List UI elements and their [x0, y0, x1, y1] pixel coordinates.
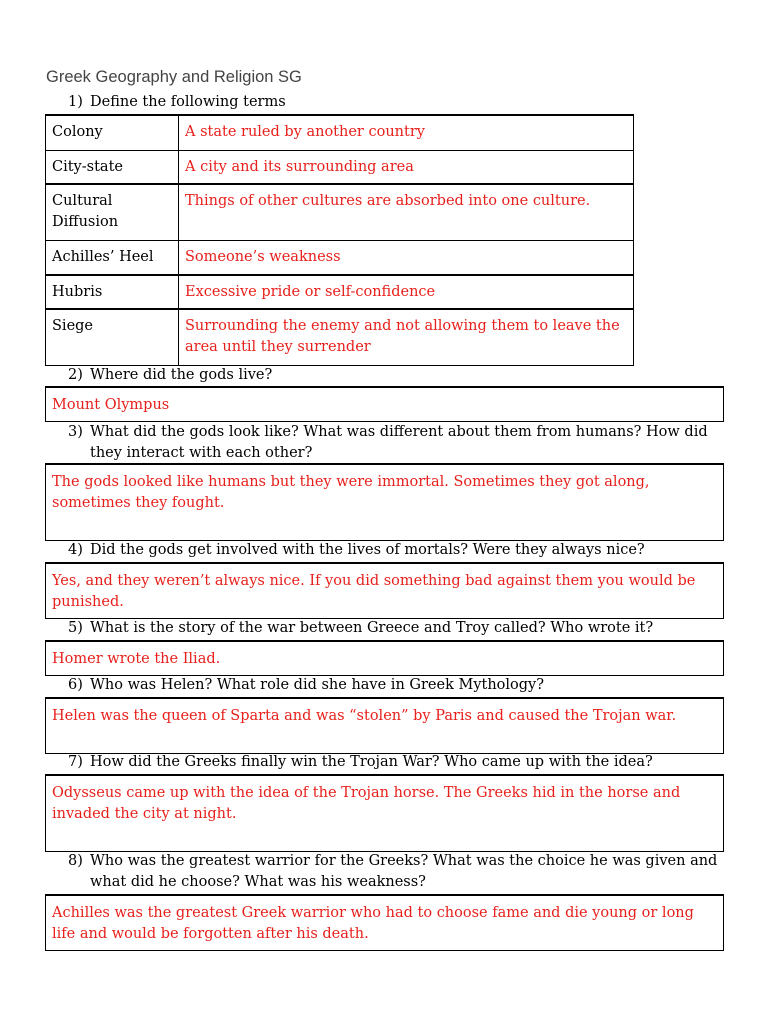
question-4: [68, 540, 728, 561]
term-cell: Colony: [46, 115, 179, 150]
term-cell: Hubris: [46, 275, 179, 309]
table-row: [46, 150, 634, 184]
answer-box-4: Yes, and they weren’t always nice. If you did something bad against them you would be punished.: [45, 562, 724, 619]
term-cell: City-state: [46, 150, 179, 184]
question-text: Did the gods get involved with the lives of mortals? Were they always nice?: [90, 542, 645, 558]
table-row: [46, 275, 634, 309]
terms-table: [45, 114, 634, 366]
question-text: Who was the greatest warrior for the Greeks? What was the choice he was given and what did he choose? What was his weakness?: [90, 853, 718, 890]
answer-box-2: Mount Olympus: [45, 386, 724, 422]
question-text: Where did the gods live?: [90, 367, 273, 383]
question-number: 5): [68, 620, 83, 636]
definition-cell: Things of other cultures are absorbed into one culture.: [179, 184, 634, 240]
table-row: [46, 240, 634, 275]
term-cell: Cultural Diffusion: [46, 184, 179, 240]
answer-box-3: The gods looked like humans but they were immortal. Sometimes they got along, sometimes they fought.: [45, 463, 724, 541]
question-number: 2): [68, 367, 83, 383]
question-3: [68, 422, 728, 464]
question-number: 6): [68, 677, 83, 693]
table-row: [46, 184, 634, 240]
definition-cell: Surrounding the enemy and not allowing them to leave the area until they surrender: [179, 309, 634, 365]
answer-box-5: Homer wrote the Iliad.: [45, 640, 724, 676]
definition-cell: Someone’s weakness: [179, 240, 634, 275]
term-cell: Achilles’ Heel: [46, 240, 179, 275]
question-text: Who was Helen? What role did she have in Greek Mythology?: [90, 677, 545, 693]
answer-box-8: Achilles was the greatest Greek warrior who had to choose fame and die young or long life and would be forgotten after his death.: [45, 894, 724, 951]
question-number: 4): [68, 542, 83, 558]
question-6: [68, 675, 728, 696]
question-number: 8): [68, 853, 83, 869]
question-number: 7): [68, 754, 83, 770]
question-1: [68, 92, 728, 113]
term-cell: Siege: [46, 309, 179, 365]
question-text: What did the gods look like? What was different about them from humans? How did they interact with each other?: [90, 424, 708, 461]
question-text: What is the story of the war between Greece and Troy called? Who wrote it?: [90, 620, 654, 636]
question-number: 3): [68, 424, 83, 440]
table-row: [46, 115, 634, 150]
answer-box-6: Helen was the queen of Sparta and was “stolen” by Paris and caused the Trojan war.: [45, 697, 724, 754]
question-2: [68, 365, 728, 386]
answer-box-7: Odysseus came up with the idea of the Trojan horse. The Greeks hid in the horse and invaded the city at night.: [45, 774, 724, 852]
definition-cell: A state ruled by another country: [179, 115, 634, 150]
question-number: 1): [68, 94, 83, 110]
definition-cell: Excessive pride or self-confidence: [179, 275, 634, 309]
question-text: Define the following terms: [90, 94, 286, 110]
question-7: [68, 752, 728, 773]
page-title: Greek Geography and Religion SG: [46, 68, 302, 86]
question-text: How did the Greeks finally win the Trojan War? Who came up with the idea?: [90, 754, 653, 770]
question-5: [68, 618, 728, 639]
table-row: [46, 309, 634, 365]
definition-cell: A city and its surrounding area: [179, 150, 634, 184]
question-8: [68, 851, 728, 893]
